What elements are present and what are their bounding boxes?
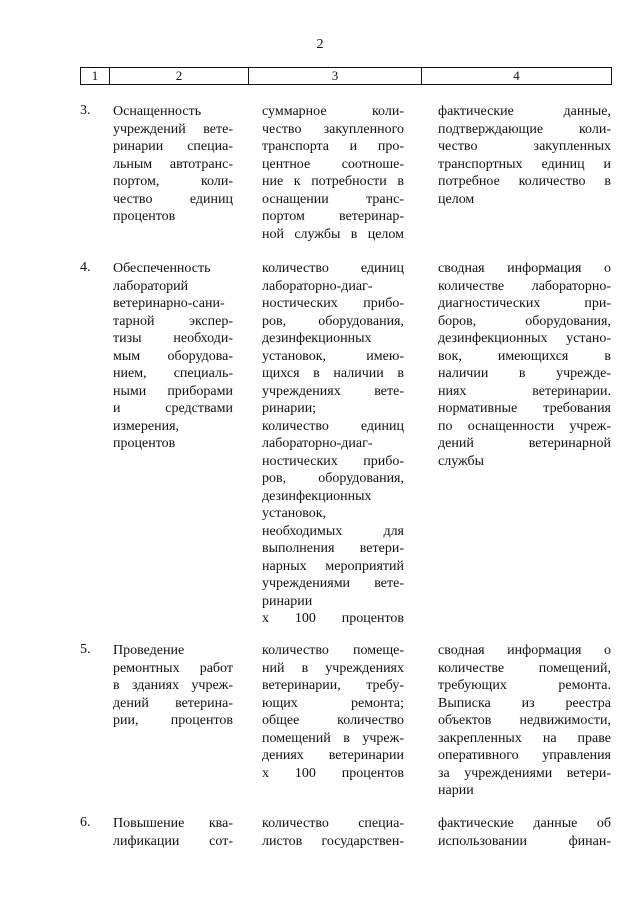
cell-line: потребное количество в [438, 174, 611, 189]
calculation-method-cell [262, 642, 404, 782]
cell-line: лификации сот- [113, 833, 233, 849]
data-source-cell [438, 260, 611, 470]
cell-line: дезинфекционных [262, 488, 372, 504]
cell-line: целом [438, 191, 475, 207]
cell-line: чество единиц [113, 191, 233, 207]
cell-line: Оснащенность [113, 104, 202, 119]
cell-line: количество единиц [262, 418, 404, 434]
cell-line: количестве лабораторно- [438, 278, 611, 294]
cell-line: использовании финан- [438, 833, 611, 849]
cell-line: портом, коли- [113, 174, 233, 189]
calculation-method-cell [262, 815, 404, 850]
cell-line: процентов [113, 209, 176, 224]
cell-line: сводная информация о [438, 261, 611, 276]
cell-line: вок, имеющихся в [438, 348, 611, 364]
cell-line: процентов [113, 436, 176, 451]
cell-line: портом ветеринар- [262, 209, 404, 224]
indicator-name-cell [113, 260, 233, 453]
cell-line: суммарное коли- [262, 104, 404, 119]
cell-line: ющих ремонта; [262, 695, 404, 711]
cell-line: Проведение [113, 643, 185, 658]
cell-line: количество помеще- [262, 643, 404, 658]
cell-line: выполнения ветери- [262, 541, 404, 556]
cell-line: установок, имею- [262, 348, 404, 364]
cell-line: и средствами [113, 401, 233, 416]
cell-line: необходимых для [262, 523, 404, 539]
cell-line: в зданиях учреж- [113, 678, 233, 693]
cell-line: Обеспеченность [113, 261, 211, 276]
cell-line: требующих ремонта. [438, 678, 611, 693]
cell-line: ние к потребности в [262, 174, 404, 189]
cell-line: дениях ветеринарии [262, 748, 404, 763]
data-source-cell [438, 815, 611, 850]
cell-line: оснащении транс- [262, 191, 404, 207]
data-source-cell [438, 103, 611, 208]
cell-line: лабораторно-диаг- [262, 436, 373, 451]
cell-line: льным автотранс- [113, 156, 233, 172]
cell-line: по оснащенности учреж- [438, 418, 611, 434]
row-number: 6. [80, 815, 91, 830]
cell-line: службы [438, 453, 485, 469]
cell-line: ными приборами [113, 383, 233, 399]
cell-line: общее количество [262, 713, 404, 728]
cell-line: щихся в наличии в [262, 366, 404, 381]
cell-line: х 100 процентов [262, 611, 404, 626]
cell-line: рии, процентов [113, 713, 233, 728]
column-number-header [80, 67, 612, 85]
calculation-method-cell [262, 103, 404, 243]
cell-line: наличии в учрежде- [438, 366, 611, 381]
cell-line: дений ветерина- [113, 695, 233, 711]
cell-line: учреждениях вете- [262, 383, 404, 399]
cell-line: транспорта и про- [262, 139, 404, 154]
cell-line: Выписка из реестра [438, 695, 611, 711]
cell-line: ностических прибо- [262, 296, 404, 311]
cell-line: подтверждающие коли- [438, 121, 611, 137]
cell-line: установок, [262, 506, 327, 521]
calculation-method-cell [262, 260, 404, 628]
data-source-cell [438, 642, 611, 800]
cell-line: учреждениями вете- [262, 576, 404, 591]
cell-line: нарных мероприятий [262, 558, 404, 574]
header-cell-3: 3 [249, 68, 422, 85]
cell-line: листов государствен- [262, 833, 404, 849]
header-cell-1: 1 [81, 68, 110, 85]
cell-line: чество закупленных [438, 139, 611, 154]
cell-line: транспортных единиц и [438, 156, 611, 172]
cell-line: боров, оборудования, [438, 313, 611, 329]
cell-line: оперативного управления [438, 748, 611, 763]
cell-line: ринарии специа- [113, 139, 233, 154]
row-number: 5. [80, 642, 91, 657]
cell-line: количестве помещений, [438, 660, 611, 676]
row-number: 4. [80, 260, 91, 275]
cell-line: учреждений вете- [113, 121, 233, 137]
cell-line: мым оборудова- [113, 348, 233, 364]
cell-line: нарии [438, 783, 474, 798]
cell-line: ний в учреждениях [262, 660, 404, 676]
cell-line: помещений в учреж- [262, 730, 404, 746]
cell-line: х 100 процентов [262, 765, 404, 781]
cell-line: ремонтных работ [113, 660, 233, 676]
cell-line: Повышение ква- [113, 816, 233, 831]
cell-line: тизы необходи- [113, 331, 233, 346]
cell-line: количество специа- [262, 816, 404, 831]
cell-line: ров, оборудования, [262, 471, 404, 486]
cell-line: лабораторно-диаг- [262, 278, 373, 294]
cell-line: ветеринарно-сани- [113, 296, 225, 311]
cell-line: объектов недвижимости, [438, 713, 611, 728]
header-cell-2: 2 [110, 68, 249, 85]
cell-line: фактические данные, [438, 104, 611, 119]
cell-line: ностических прибо- [262, 453, 404, 469]
cell-line: ринарии; [262, 401, 317, 416]
cell-line: тарной экспер- [113, 313, 233, 329]
cell-line: за учреждениями ветери- [438, 765, 611, 781]
indicator-name-cell [113, 103, 233, 226]
cell-line: нормативные требования [438, 401, 611, 416]
cell-line: ниях ветеринарии. [438, 383, 611, 399]
cell-line: измерения, [113, 418, 180, 434]
cell-line: дений ветеринарной [438, 436, 611, 451]
cell-line: дезинфекционных [262, 331, 372, 346]
cell-line: дезинфекционных устано- [438, 331, 611, 346]
indicator-name-cell [113, 642, 233, 730]
cell-line: диагностических при- [438, 296, 611, 311]
cell-line: центное соотноше- [262, 156, 404, 172]
row-number: 3. [80, 103, 91, 118]
cell-line: количество единиц [262, 261, 404, 276]
cell-line: фактические данные об [438, 816, 611, 831]
cell-line: лабораторий [113, 278, 189, 294]
cell-line: ринарии [262, 593, 313, 609]
cell-line: чество закупленного [262, 121, 404, 137]
indicator-name-cell [113, 815, 233, 850]
cell-line: нием, специаль- [113, 366, 233, 381]
cell-line: ров, оборудования, [262, 313, 404, 329]
header-cell-4: 4 [422, 68, 612, 85]
cell-line: ной службы в целом [262, 226, 404, 242]
cell-line: ветеринарии, требу- [262, 678, 404, 693]
page-number: 2 [316, 37, 324, 52]
cell-line: закрепленных на праве [438, 730, 611, 746]
cell-line: сводная информация о [438, 643, 611, 658]
